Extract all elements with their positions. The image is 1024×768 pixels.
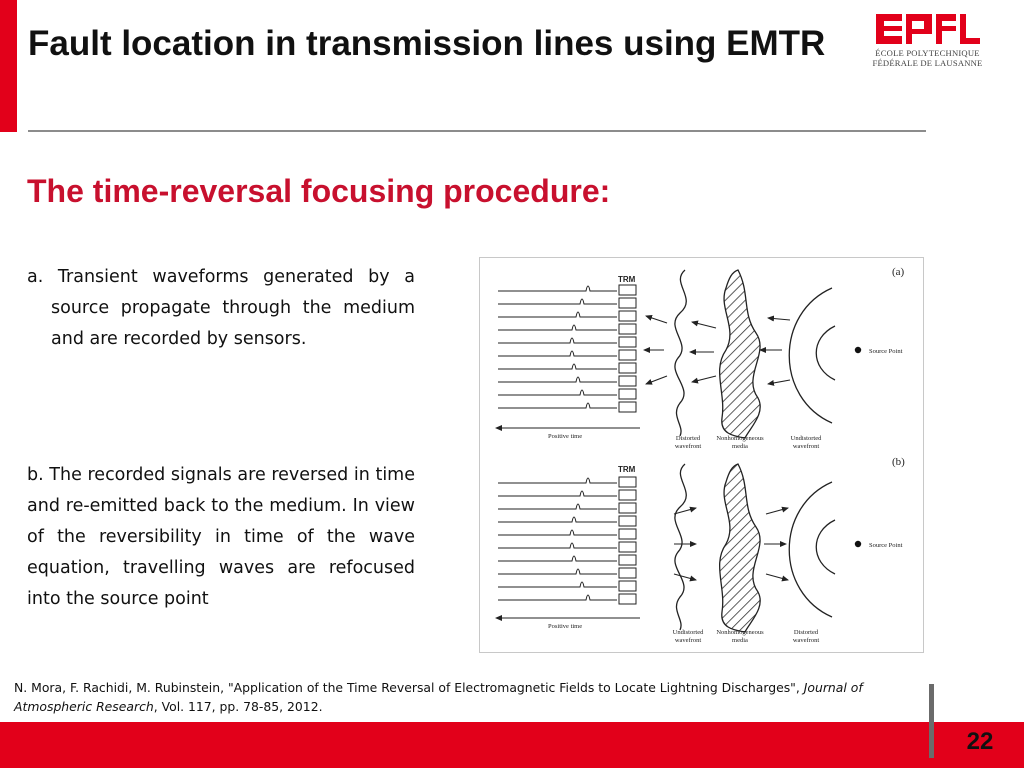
epfl-logo-mark [876, 12, 980, 46]
panel-a-trm-label: TRM [618, 275, 636, 284]
epfl-logo [870, 12, 985, 68]
panel-a-source-wavefront [816, 326, 835, 380]
panel-a-right-label-1: Undistorted [790, 435, 822, 442]
panel-a-mid-label-2: media [732, 443, 748, 450]
footer-divider [929, 684, 934, 758]
panel-a [496, 266, 905, 450]
panel-a-distorted-wavefront [675, 270, 686, 436]
footer-bar [0, 722, 1024, 768]
panel-b-undistorted-wavefront [675, 464, 686, 630]
panel-a-tag: (a) [892, 266, 905, 278]
panel-b-source-point [855, 541, 861, 547]
panel-b-right-label-1: Distorted [793, 629, 819, 636]
panel-a-signal-traces [498, 286, 617, 408]
paragraph-a [27, 262, 415, 355]
panel-a-source-point [855, 347, 861, 353]
panel-a-undistorted-wavefront [789, 288, 832, 423]
panel-a-left-label-1: Distorted [675, 435, 701, 442]
page-number: 22 [966, 728, 994, 755]
panel-a-trm-sensors [619, 285, 636, 412]
panel-a-nonhomogeneous-media [720, 270, 761, 438]
citation-journal: Journal of Atmospheric Research [14, 680, 863, 714]
panel-b-nonhomogeneous-media [720, 464, 761, 632]
logo-text-line-2: FÉDÉRALE DE LAUSANNE [872, 58, 983, 68]
panel-b-right-label-2: wavefront [792, 637, 820, 644]
panel-b-signal-traces [498, 478, 617, 600]
time-reversal-diagram [480, 258, 923, 652]
panel-b-mid-label-2: media [732, 637, 748, 644]
panel-b-trm-label: TRM [618, 465, 636, 474]
paragraph-b: b. The recorded signals are reversed in time and re-emitted back to the medium. In view of the reversibility in time of the wave equation, travelling waves are refocused into the source point [27, 465, 415, 609]
panel-a-propagation-arrows [644, 316, 790, 384]
panel-a-mid-label-1: Nonhomogeneous [716, 435, 764, 442]
panel-b-focusing-wavefront [816, 520, 835, 574]
section-heading: The time-reversal focusing procedure: [27, 173, 611, 209]
panel-b-tag: (b) [892, 456, 905, 468]
panel-b-trm-sensors [619, 477, 636, 604]
reference-citation [14, 678, 904, 716]
panel-b-time-label: Positive time [548, 623, 583, 630]
citation-authors-title: N. Mora, F. Rachidi, M. Rubinstein, "Application of the Time Reversal of Electromagnetic Fields to Locate Lightning Discharges", [14, 680, 804, 695]
panel-b-distorted-wavefront [789, 482, 832, 617]
panel-a-left-label-2: wavefront [674, 443, 702, 450]
panel-b-left-label-1: Undistorted [672, 629, 704, 636]
panel-b-mid-label-1: Nonhomogeneous [716, 629, 764, 636]
panel-b [496, 456, 905, 644]
paragraph-a-text: a. Transient waveforms generated by a source propagate through the medium and are recorded by sensors. [27, 267, 415, 349]
title-accent-bar [0, 0, 17, 132]
title-rule [28, 130, 926, 132]
panel-b-left-label-2: wavefront [674, 637, 702, 644]
slide-title: Fault location in transmission lines using EMTR [28, 24, 826, 63]
panel-a-time-label: Positive time [548, 433, 583, 440]
panel-b-source-label: Source Point [869, 542, 903, 549]
time-reversal-figure [479, 257, 924, 653]
panel-a-right-label-2: wavefront [792, 443, 820, 450]
citation-details: , Vol. 117, pp. 78-85, 2012. [153, 699, 323, 714]
logo-text-line-1: ÉCOLE POLYTECHNIQUE [875, 48, 980, 58]
panel-a-source-label: Source Point [869, 348, 903, 355]
